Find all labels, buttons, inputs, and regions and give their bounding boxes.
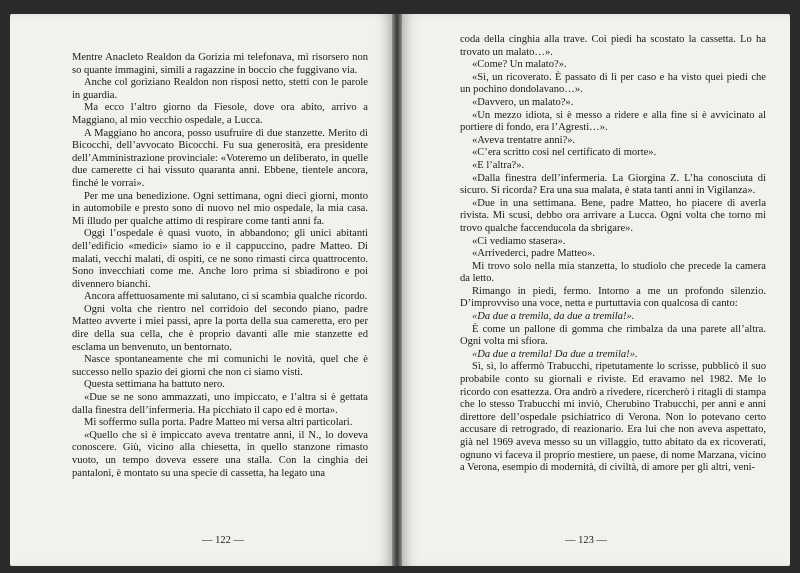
book-gutter xyxy=(392,14,402,566)
paragraph: «Ci vediamo stasera». xyxy=(472,235,566,247)
paragraph: È come un pallone di gomma che rimbalza da una parete all’altra. Ogni volta mi sfiora. xyxy=(460,323,766,348)
paragraph: «C’era scritto così nel certificato di morte». xyxy=(472,147,657,159)
paragraph: «Quello che si è impiccato aveva trentatre anni, il N., lo doveva conoscere. Giù, vicino alla chiesetta, in quello stanzone rimasto vuoto, un tempo doveva essere una stalla. Con la cinghia dei pantaloni, è montato su una specie di cassetta, ha legato una xyxy=(72,429,368,479)
paragraph: «Aveva trentatre anni?». xyxy=(472,134,576,146)
paragraph: «Dalla finestra dell’infermeria. La Giorgina Z. L’ha conosciuta di sicuro. Si ricorda? Era una sua malata, è stata tanti anni in Vigilanza». xyxy=(460,172,766,197)
paragraph: «Sì, un ricoverato. È passato di lì per caso e ha visto quei piedi che un pochino dondolavano…». xyxy=(460,71,766,96)
paragraph: Mi trovo solo nella mia stanzetta, lo studiolo che precede la camera da letto. xyxy=(460,260,766,285)
left-page-text xyxy=(72,52,368,480)
paragraph: Oggi l’ospedale è quasi vuoto, in abbandono; gli unici abitanti dell’edificio «medici» siamo io e il cappuccino, padre Matteo. Di malati, vecchi malati, di ospiti, ce ne sono rimasti circa quattrocento. Sono invecchiati come me. Anche loro prima si sbiadirono e poi divennero bianchi. xyxy=(72,228,368,290)
paragraph: Mi soffermo sulla porta. Padre Matteo mi versa altri particolari. xyxy=(84,417,353,429)
paragraph: «Da due a tremila, da due a tremila!». xyxy=(472,311,635,323)
paragraph: Mentre Anacleto Realdon da Gorizia mi telefonava, mi risorsero non so quante immagini, simili a ragazzine in boccio che fuggivano via. xyxy=(72,52,368,76)
paragraph: «Davvero, un malato?». xyxy=(472,96,574,108)
paragraph: «Due in una settimana. Bene, padre Matteo, ho piacere di averla rivista. Mi scusi, debbo ora arrivare a Lucca. Ogni volta che torno mi trovo qualche faccenducola da sbrigare». xyxy=(460,197,766,234)
paragraph: Ancora affettuosamente mi salutano, ci si scambia qualche ricordo. xyxy=(84,291,368,303)
page-number: — 122 — xyxy=(202,535,244,546)
paragraph: «E l’altra?». xyxy=(472,159,525,171)
paragraph: «Un mezzo idiota, si è messo a ridere e alla fine si è avvicinato al portiere di fondo, era l’Agresti…». xyxy=(460,109,766,134)
page-number: — 123 — xyxy=(565,535,607,546)
right-page xyxy=(402,14,790,566)
paragraph: Rimango in piedi, fermo. Intorno a me un profondo silenzio. D’improvviso una voce, netta e purtuttavia con qualcosa di canto: xyxy=(460,285,766,310)
paragraph: «Come? Un malato?». xyxy=(472,59,567,71)
paragraph: Questa settimana ha battuto nero. xyxy=(84,379,225,391)
paragraph: coda della cinghia alla trave. Coi piedi ha scostato la cassetta. Lo ha trovato un malato…». xyxy=(460,34,766,58)
right-page-text xyxy=(460,34,766,475)
paragraph: «Due se ne sono ammazzati, uno impiccato, e l’altra si è gettata dalla finestra dell’infermeria. Ha picchiato il capo ed è morta». xyxy=(72,392,368,416)
paragraph: A Maggiano ho ancora, posso usufruire di due stanzette. Merito di Bicocchi, dell’avvocato Bicocchi. Fu sua generosità, era presidente dell’Amministrazione provinciale: «Voteremo un deliberato, in quelle due camerette ci hai vissuto quaranta anni. Ebbene, tientele ancora, finché le vorrai». xyxy=(72,127,368,189)
left-page xyxy=(10,14,392,566)
paragraph: Ma ecco l’altro giorno da Fiesole, dove ora abito, arrivo a Maggiano, al mio vecchio ospedale, a Lucca. xyxy=(72,102,368,126)
paragraph: Per me una benedizione. Ogni settimana, ogni dieci giorni, monto in automobile e presto sono di nuovo nel mio ospedale, la mia casa. Mi illudo per qualche attimo di respirare come tanti anni fa. xyxy=(72,190,368,227)
paragraph: Sì, sì, lo affermò Trabucchi, ripetutamente lo scrisse, pubblicò il suo probabile conto su giornali e riviste. Ed eravamo nel 1982. Me lo ricordo con esattezza. Ora andrò a rivedere, ricercherò i ritagli di stampa che lo stesso Trabucchi mi inviò, Cherubino Trabucchi, per anni e anni direttore dell’ospedale psichiatrico di Verona. Non lo potevano certo accusare di retrogrado, di reazionario. Era lui che non aveva aspettato, già nel 1969 aveva messo su un villaggio, tutto abitato da ex ricoverati, ognuno vi faceva il proprio mestiere, un paese, di nome Marzana, vicino a Verona, esempio di modernità, di civiltà, di amore per gli altri, veni- xyxy=(460,361,766,474)
paragraph: Anche col goriziano Realdon non risposi netto, stetti con le parole in guardia. xyxy=(72,77,368,101)
paragraph: «Arrivederci, padre Matteo». xyxy=(472,248,595,260)
paragraph: «Da due a tremila! Da due a tremila!». xyxy=(472,348,638,360)
paragraph: Ogni volta che rientro nel corridoio del secondo piano, padre Matteo avverte i miei passi, apre la porta della sua cameretta, ero per dire della sua cella, che è proprio davanti alle mie stanzette ed esclama un benvenuto, un bentornato. xyxy=(72,303,368,353)
paragraph: Nasce spontaneamente che mi comunichi le novità, quel che è successo nello spazio dei giorni che non ci siamo visti. xyxy=(72,354,368,378)
